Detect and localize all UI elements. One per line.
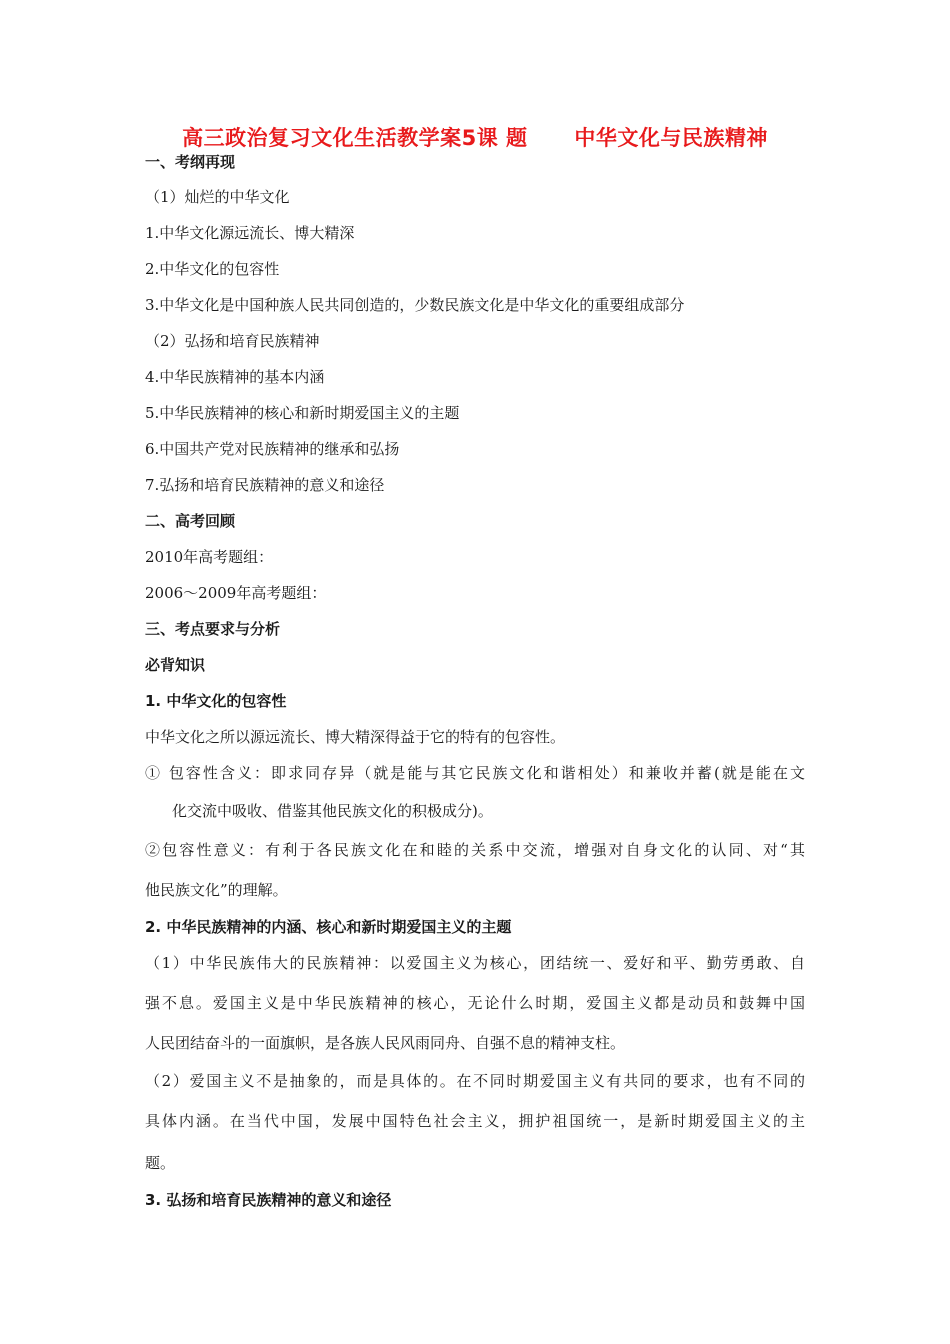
knowledge-heading-2: 2. 中华民族精神的内涵、核心和新时期爱国主义的主题 (145, 918, 512, 936)
knowledge-heading-1: 1. 中华文化的包容性 (145, 692, 287, 710)
outline-item-7: 7.弘扬和培育民族精神的意义和途径 (145, 476, 385, 494)
outline-item-1: 1.中华文化源远流长、博大精深 (145, 224, 355, 242)
knowledge-2-para-1-line-1: （1）中华民族伟大的民族精神：以爱国主义为核心，团结统一、爱好和平、勤劳勇敢、自 (145, 954, 805, 972)
review-line-2006-2009: 2006～2009年高考题组： (145, 584, 327, 602)
section-heading-exam-outline: 一、考纲再现 (145, 153, 236, 171)
section-heading-exam-review: 二、高考回顾 (145, 512, 236, 530)
must-know-heading: 必背知识 (145, 656, 206, 674)
section-heading-requirements: 三、考点要求与分析 (145, 620, 281, 638)
knowledge-2-para-1-line-2: 强不息。爱国主义是中华民族精神的核心，无论什么时期，爱国主义都是动员和鼓舞中国 (145, 994, 805, 1012)
knowledge-2-para-2-line-3: 题。 (145, 1154, 176, 1172)
knowledge-1-point-2-line-1: ②包容性意义：有利于各民族文化在和睦的关系中交流，增强对自身文化的认同、对“其 (145, 841, 805, 859)
outline-item-5: 5.中华民族精神的核心和新时期爱国主义的主题 (145, 404, 460, 422)
outline-item-6: 6.中国共产党对民族精神的继承和弘扬 (145, 440, 400, 458)
knowledge-2-para-2-line-1: （2）爱国主义不是抽象的，而是具体的。在不同时期爱国主义有共同的要求，也有不同的 (145, 1072, 805, 1090)
knowledge-heading-3: 3. 弘扬和培育民族精神的意义和途径 (145, 1191, 392, 1209)
knowledge-1-point-1-line-2: 化交流中吸收、借鉴其他民族文化的积极成分)。 (172, 802, 493, 820)
knowledge-1-point-2-line-2: 他民族文化”的理解。 (145, 881, 288, 899)
subheading-chinese-culture: （1）灿烂的中华文化 (145, 188, 290, 206)
knowledge-2-para-2-line-2: 具体内涵。在当代中国，发展中国特色社会主义，拥护祖国统一，是新时期爱国主义的主 (145, 1112, 805, 1130)
knowledge-1-intro: 中华文化之所以源远流长、博大精深得益于它的特有的包容性。 (145, 728, 566, 746)
outline-item-4: 4.中华民族精神的基本内涵 (145, 368, 325, 386)
review-line-2010: 2010年高考题组： (145, 548, 274, 566)
knowledge-1-point-1-line-1: ① 包容性含义：即求同存异（就是能与其它民族文化和谐相处）和兼收并蓄(就是能在文 (145, 764, 805, 782)
outline-item-2: 2.中华文化的包容性 (145, 260, 280, 278)
subheading-national-spirit: （2）弘扬和培育民族精神 (145, 332, 320, 350)
document-title: 高三政治复习文化生活教学案5课 题 中华文化与民族精神 (182, 126, 768, 150)
outline-item-3: 3.中华文化是中国种族人民共同创造的，少数民族文化是中华文化的重要组成部分 (145, 296, 685, 314)
knowledge-2-para-1-line-3: 人民团结奋斗的一面旗帜，是各族人民风雨同舟、自强不息的精神支柱。 (145, 1034, 626, 1052)
